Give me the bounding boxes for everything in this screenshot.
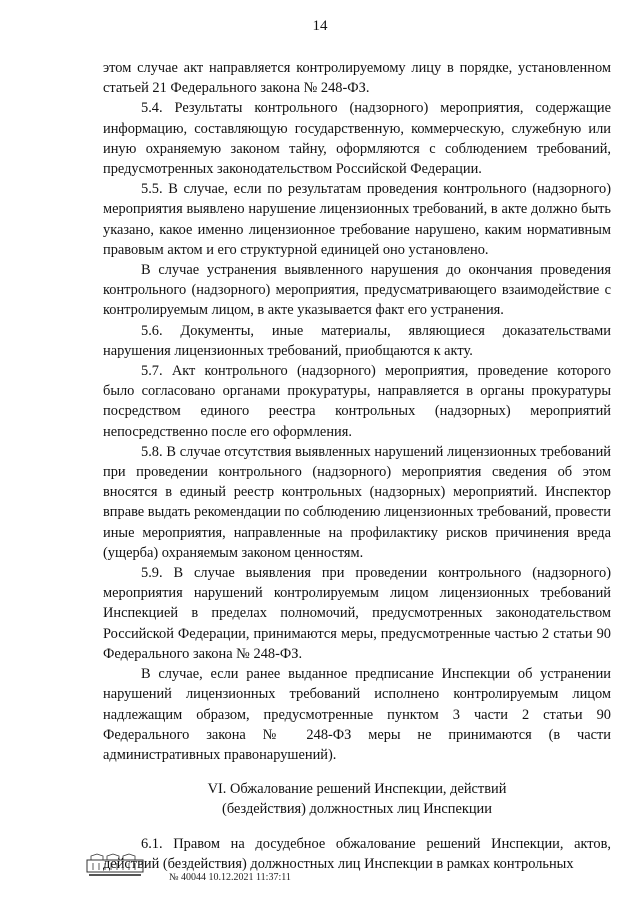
- paragraph: 5.4. Результаты контрольного (надзорного) мероприятия, содержащие информацию, составляющую государственную, коммерческую, служебную или иную охраняемую законом тайну, оформляются с соблюдением требований, предусмотренных законодательством Российской Федерации.: [103, 100, 611, 178]
- page-number: 14: [312, 18, 328, 34]
- paragraph: В случае, если ранее выданное предписание Инспекции об устранении нарушений лицензионных требований исполнено контролируемым лицом надлежащим образом, предусмотренные пунктом 3 части 2 статьи 90 Федерального закона № 248-ФЗ меры не принимаются (в части административных правонарушений).: [103, 666, 611, 763]
- section-heading: [103, 779, 611, 819]
- section-heading-line: VI. Обжалование решений Инспекции, действий: [207, 781, 507, 798]
- document-number-stamp: № 40044 10.12.2021 11:37:11: [169, 872, 291, 883]
- paragraph: 5.5. В случае, если по результатам проведения контрольного (надзорного) мероприятия выявлено нарушение лицензионных требований, в акте должно быть указано, какое именно лицензионное требование нарушено, каким нормативным правовым актом и его структурной единицей оно установлено.: [103, 181, 611, 258]
- paragraph: 6.1. Правом на досудебное обжалование решений Инспекции, актов, действий (бездействия) должностных лиц Инспекции в рамках контрольных: [103, 835, 611, 872]
- paragraph: 5.9. В случае выявления при проведении контрольного (надзорного) мероприятия нарушений контролируемым лицом лицензионных требований Инспекцией в пределах полномочий, предусмотренных законодательством Российской Федерации, принимаются меры, предусмотренные частью 2 статьи 90 Федерального закона № 248-ФЗ.: [103, 565, 611, 662]
- paragraph: 5.6. Документы, иные материалы, являющиеся доказательствами нарушения лицензионных требований, приобщаются к акту.: [103, 322, 611, 359]
- document-body: [103, 58, 611, 874]
- paragraph: 5.8. В случае отсутствия выявленных нарушений лицензионных требований при проведении контрольного (надзорного) мероприятия сведения об этом вносятся в единый реестр контрольных (надзорных) мероприятий. Инспектор вправе выдать рекомендации по соблюдению лицензионных требований, провести иные мероприятия, направленные на профилактику рисков причинения вреда (ущерба) охраняемым законом ценностям.: [103, 443, 611, 561]
- section-heading-line: (бездействия) должностных лиц Инспекции: [222, 801, 492, 818]
- paragraph: 5.7. Акт контрольного (надзорного) мероприятия, проведение которого было согласовано органами прокуратуры, направляется в органы прокуратуры посредством единого реестра контрольных (надзорных) мероприятий непосредственно после его оформления.: [103, 363, 611, 440]
- paragraph: этом случае акт направляется контролируемому лицу в порядке, установленном статьей 21 Федерального закона № 248-ФЗ.: [103, 60, 611, 97]
- footer: [85, 852, 605, 892]
- paragraph: В случае устранения выявленного нарушения до окончания проведения контрольного (надзорного) мероприятия, предусматривающего взаимодействие с контролируемым лицом, в акте указывается факт его устранения.: [103, 262, 611, 319]
- registry-stamp-icon: [85, 852, 145, 878]
